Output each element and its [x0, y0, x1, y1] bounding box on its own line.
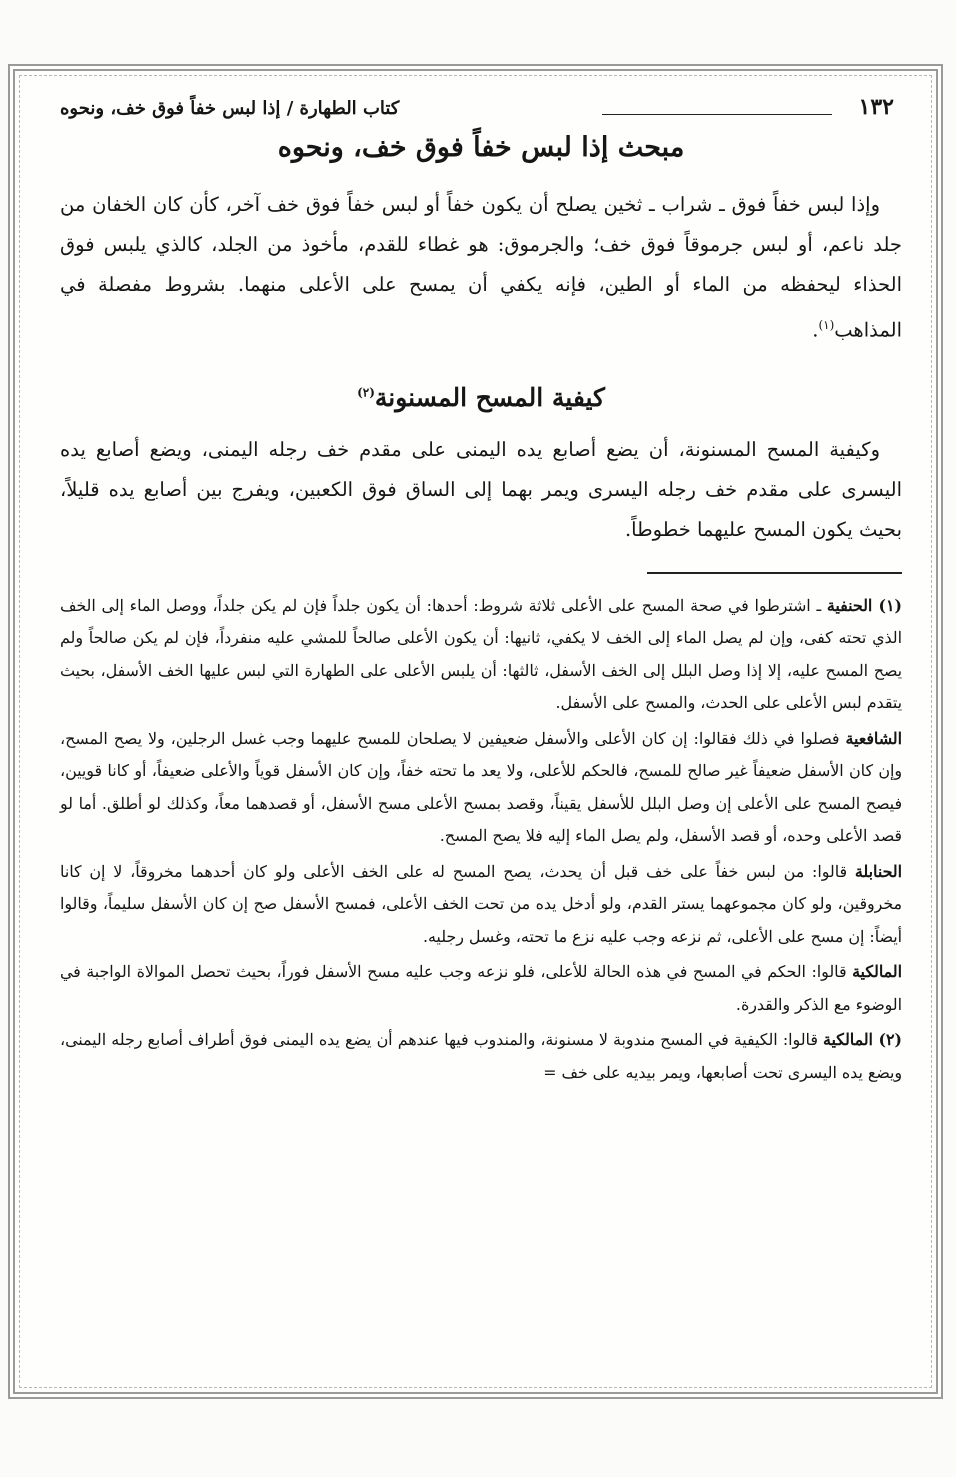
footnote-maliki-method: [60, 1024, 902, 1089]
footnote-maliki: [60, 956, 902, 1021]
paragraph-text: وإذا لبس خفاً فوق ـ شراب ـ ثخين يصلح أن يكون خفاً أو لبس خفاً فوق خف آخر، كأن كان الخفان من جلد ناعم، أو لبس جرموقاً فوق خف؛ والجرموق: هو غطاء للقدم، مأخوذ من الجلد، كالذي يلبس فوق الحذاء ليحفظه من الماء أو الطين، فإنه يكفي أن يمسح على الأعلى منهما. بشروط مفصلة في المذاهب: [60, 193, 902, 342]
footnote-text: قالوا: الحكم في المسح في هذه الحالة للأعلى، فلو نزعه وجب عليه مسح الأسفل فوراً، بحيث تحصل الموالاة الواجبة في الوضوء مع الذكر والقدرة.: [60, 962, 902, 1014]
footnote-text: قالوا: الكيفية في المسح مندوبة لا مسنونة، والمندوب فيها عندهم أن يضع يده اليمنى فوق أطراف أصابع رجله اليمنى، ويضع يده اليسرى تحت أصابعها، ويمر بيديه على خف =: [60, 1030, 902, 1082]
section-paragraph-double-khuff: [60, 185, 902, 351]
book-page: [60, 78, 902, 1358]
footnote-text: ـ اشترطوا في صحة المسح على الأعلى ثلاثة شروط: أحدها: أن يكون جلداً فإن لم يكن جلداً، ووصل الماء إلى الخف الذي تحته كفى، وإن لم يصل الماء إلى الخف لا يكفي، ثانيها: أن يكون الأعلى صالحاً للمشي عليه منفرداً، فإن لم يكن صالحاً ولم يصح المسح عليه، إلا إذا وصل البلل إلى الخف الأسفل، ثالثها: أن يلبس الأعلى على الطهارة التي لبس عليها الخف الأسفل، بحيث يتقدم لبس الأعلى على الحدث، والمسح على الأسفل.: [60, 595, 902, 712]
footnote-hanbali: [60, 856, 902, 954]
footnote-label: الحنابلة: [854, 861, 902, 881]
footnote-label: (١) الحنفية: [826, 595, 902, 615]
footnote-label: الشافعية: [845, 728, 902, 748]
section-title-double-khuff: مبحث إذا لبس خفاً فوق خف، ونحوه: [277, 132, 685, 163]
paragraph-end: .: [812, 318, 819, 342]
footnote-label: المالكية: [852, 962, 902, 981]
footnotes: [60, 590, 902, 1090]
running-header: [60, 78, 902, 120]
header-rule: [602, 114, 832, 115]
footnote-ref-1: (١): [818, 318, 835, 332]
footnote-shafii: [60, 723, 902, 853]
footnote-hanafi: [60, 590, 902, 720]
page-number: ١٣٢: [858, 94, 894, 120]
footnotes-separator: [647, 572, 902, 574]
footnote-ref-2: (٢): [357, 385, 375, 400]
section-title-text: كيفية المسح المسنونة: [374, 382, 605, 412]
footnote-text: فصلوا في ذلك فقالوا: إن كان الأعلى والأسفل ضعيفين لا يصلحان للمسح عليهما وجب غسل الرجلين، ولا يصح المسح، وإن كان الأسفل ضعيفاً غير صالح للمسح، فالحكم للأعلى، ولا يعد ما تحته خفاً، وإن كان الأسفل قوياً والأعلى ضعيفاً، أو كانا قويين، فيصح المسح على الأعلى إن وصل البلل للأسفل يقيناً، وقصد بمسح الأعلى مسح الأسفل، أو قصدهما معاً، وكذلك لو أطلق. أما لو قصد الأعلى وحده، أو قصد الأسفل، ولم يصل الماء إليه فلا يصح المسح.: [60, 728, 902, 845]
footnote-label: (٢) المالكية: [823, 1030, 902, 1049]
running-title: كتاب الطهارة / إذا لبس خفاً فوق خف، ونحوه: [60, 98, 400, 119]
footnote-text: قالوا: من لبس خفاً على خف قبل أن يحدث، يصح المسح له على الخف الأعلى ولو كان أحدهما مخروقاً، لا إن كانا مخروقين، ولو كان مجموعهما يستر القدم، ولو أدخل يده من تحت الخف الأعلى، فمسح الأسفل صح إن كان الأسفل سليماً، وقالوا أيضاً: إن مسح على الأعلى، ثم نزعه وجب عليه نزع ما تحته، وغسل رجليه.: [60, 861, 902, 946]
section-paragraph-wiping-method: وكيفية المسح المسنونة، أن يضع أصابع يده اليمنى على مقدم خف رجله اليمنى، ويضع أصابع يده اليسرى على مقدم خف رجله اليسرى ويمر بهما إلى الساق فوق الكعبين، ويفرج بين أصابع يده قليلاً، بحيث يكون المسح عليهما خطوطاً.: [60, 437, 902, 541]
section-title-wiping-method: [60, 383, 902, 412]
